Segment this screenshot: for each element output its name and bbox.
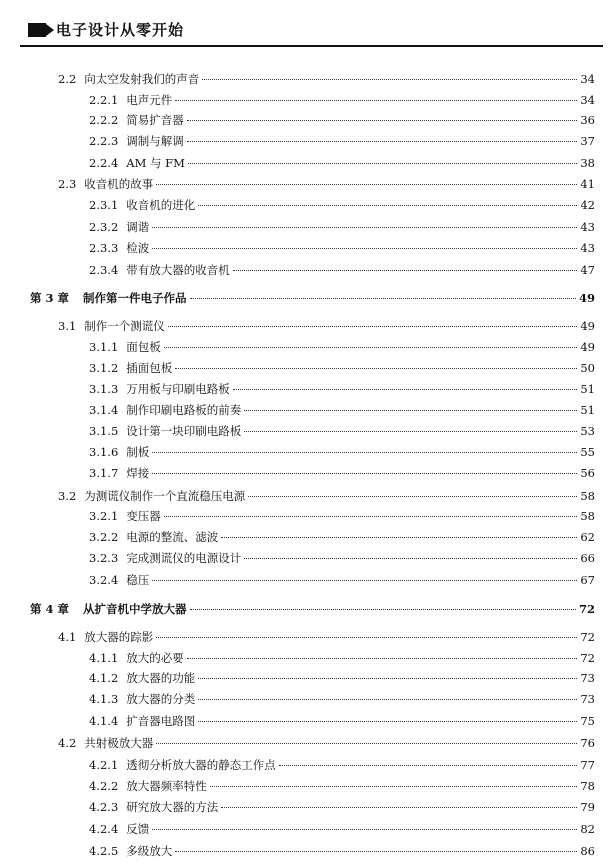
toc-leader-dots xyxy=(202,79,577,80)
toc-number: 3.1.2 xyxy=(89,361,119,375)
toc-number: 2.3.3 xyxy=(89,241,119,255)
toc-number: 2.2 xyxy=(58,72,77,86)
toc-section-entry[interactable] xyxy=(58,629,595,645)
toc-number: 2.3.1 xyxy=(89,198,119,212)
toc-page-number: 37 xyxy=(580,134,595,148)
toc-title: 放大器的踪影 xyxy=(84,630,154,644)
toc-number: 4.2 xyxy=(58,736,77,750)
toc-title: 制作印刷电路板的前奏 xyxy=(126,403,242,417)
toc-section-entry[interactable] xyxy=(58,488,595,504)
toc-subsection-entry[interactable] xyxy=(89,444,595,460)
toc-leader-dots xyxy=(198,699,577,700)
toc-title: 电声元件 xyxy=(126,93,173,107)
toc-page-number: 42 xyxy=(580,198,595,212)
toc-title: 制作一个测谎仪 xyxy=(84,319,165,333)
toc-number: 4.2.1 xyxy=(89,758,119,772)
toc-number: 4.1.4 xyxy=(89,714,119,728)
toc-subsection-entry[interactable] xyxy=(89,339,595,355)
toc-title: 焊接 xyxy=(126,466,150,480)
toc-leader-dots xyxy=(175,851,577,852)
toc-title: 放大器的功能 xyxy=(126,671,196,685)
toc-page-number: 66 xyxy=(580,551,595,565)
toc-leader-dots xyxy=(221,537,577,538)
toc-title: 收音机的故事 xyxy=(84,177,154,191)
toc-page-number: 36 xyxy=(580,113,595,127)
toc-page-number: 86 xyxy=(580,844,595,858)
toc-title: 变压器 xyxy=(126,509,161,523)
toc-page-number: 75 xyxy=(580,714,595,728)
toc-title: 从扩音机中学放大器 xyxy=(83,602,187,616)
toc-subsection-entry[interactable] xyxy=(89,219,595,235)
toc-subsection-entry[interactable] xyxy=(89,112,595,128)
toc-subsection-entry[interactable] xyxy=(89,757,595,773)
toc-subsection-entry[interactable] xyxy=(89,465,595,481)
toc-number: 4.2.2 xyxy=(89,779,119,793)
toc-leader-dots xyxy=(168,326,578,327)
toc-title: 设计第一块印刷电路板 xyxy=(126,424,242,438)
toc-title: 万用板与印刷电路板 xyxy=(126,382,230,396)
toc-leader-dots xyxy=(244,431,577,432)
toc-subsection-entry[interactable] xyxy=(89,778,595,794)
toc-leader-dots xyxy=(152,248,577,249)
toc-leader-dots xyxy=(156,637,577,638)
toc-page-number: 34 xyxy=(580,93,595,107)
toc-title: 制作第一件电子作品 xyxy=(83,291,187,305)
toc-subsection-entry[interactable] xyxy=(89,381,595,397)
toc-page-number: 72 xyxy=(580,630,595,644)
toc-number: 2.2.1 xyxy=(89,93,119,107)
toc-number: 2.2.4 xyxy=(89,156,119,170)
toc-subsection-entry[interactable] xyxy=(89,713,595,729)
toc-title: 调谐 xyxy=(126,220,150,234)
toc-page-number: 49 xyxy=(580,340,595,354)
toc-leader-dots xyxy=(156,184,577,185)
toc-number: 第 3 章 xyxy=(30,291,70,305)
toc-subsection-entry[interactable] xyxy=(89,550,595,566)
toc-subsection-entry[interactable] xyxy=(89,691,595,707)
toc-leader-dots xyxy=(244,558,577,559)
toc-title: 带有放大器的收音机 xyxy=(126,263,230,277)
toc-subsection-entry[interactable] xyxy=(89,843,595,859)
toc-number: 3.1.5 xyxy=(89,424,119,438)
toc-page-number: 49 xyxy=(580,319,595,333)
toc-number: 3.1.7 xyxy=(89,466,119,480)
toc-page-number: 76 xyxy=(580,736,595,750)
toc-page-number: 56 xyxy=(580,466,595,480)
toc-subsection-entry[interactable] xyxy=(89,262,595,278)
toc-chapter-entry[interactable] xyxy=(30,290,595,306)
toc-page-number: 73 xyxy=(580,692,595,706)
toc-page-number: 53 xyxy=(580,424,595,438)
toc-leader-dots xyxy=(164,516,578,517)
toc-subsection-entry[interactable] xyxy=(89,821,595,837)
toc-leader-dots xyxy=(175,100,577,101)
toc-page-number: 77 xyxy=(580,758,595,772)
toc-page-number: 72 xyxy=(580,651,595,665)
toc-subsection-entry[interactable] xyxy=(89,670,595,686)
toc-page-number: 79 xyxy=(580,800,595,814)
toc-leader-dots xyxy=(190,298,576,299)
toc-title: 收音机的进化 xyxy=(126,198,196,212)
toc-subsection-entry[interactable] xyxy=(89,133,595,149)
toc-subsection-entry[interactable] xyxy=(89,423,595,439)
book-title: 电子设计从零开始 xyxy=(56,21,185,39)
toc-subsection-entry[interactable] xyxy=(89,402,595,418)
toc-number: 3.2.2 xyxy=(89,530,119,544)
toc-leader-dots xyxy=(187,120,578,121)
toc-leader-dots xyxy=(187,141,578,142)
toc-title: 多级放大 xyxy=(126,844,173,858)
toc-number: 3.1.6 xyxy=(89,445,119,459)
toc-title: 稳压 xyxy=(126,573,150,587)
toc-subsection-entry[interactable] xyxy=(89,508,595,524)
toc-title: AM 与 FM xyxy=(126,156,185,170)
toc-leader-dots xyxy=(152,452,577,453)
toc-subsection-entry[interactable] xyxy=(89,529,595,545)
toc-leader-dots xyxy=(188,163,577,164)
toc-section-entry[interactable] xyxy=(58,176,595,192)
toc-title: 制板 xyxy=(126,445,150,459)
toc-page-number: 38 xyxy=(580,156,595,170)
toc-number: 2.3.4 xyxy=(89,263,119,277)
toc-title: 完成测谎仪的电源设计 xyxy=(126,551,242,565)
toc-subsection-entry[interactable] xyxy=(89,92,595,108)
toc-page-number: 43 xyxy=(580,220,595,234)
toc-leader-dots xyxy=(233,270,578,271)
toc-subsection-entry[interactable] xyxy=(89,197,595,213)
toc-page-number: 47 xyxy=(580,263,595,277)
toc-leader-dots xyxy=(152,829,577,830)
toc-title: 向太空发射我们的声音 xyxy=(84,72,200,86)
toc-page-number: 51 xyxy=(580,382,595,396)
toc-title: 共射极放大器 xyxy=(84,736,154,750)
toc-page-number: 55 xyxy=(580,445,595,459)
toc-section-entry[interactable] xyxy=(58,735,595,751)
toc-leader-dots xyxy=(152,580,577,581)
toc-number: 3.1 xyxy=(58,319,77,333)
toc-leader-dots xyxy=(244,410,577,411)
toc-page-number: 34 xyxy=(580,72,595,86)
toc-number: 4.1.1 xyxy=(89,651,119,665)
toc-title: 电源的整流、滤波 xyxy=(126,530,219,544)
toc-leader-dots xyxy=(156,743,577,744)
toc-title: 面包板 xyxy=(126,340,161,354)
toc-number: 4.1.2 xyxy=(89,671,119,685)
toc-leader-dots xyxy=(152,473,577,474)
toc-title: 简易扩音器 xyxy=(126,113,184,127)
toc-section-entry[interactable] xyxy=(58,71,595,87)
toc-title: 研究放大器的方法 xyxy=(126,800,219,814)
toc-page-number: 51 xyxy=(580,403,595,417)
toc-title: 插面包板 xyxy=(126,361,173,375)
toc-number: 2.2.3 xyxy=(89,134,119,148)
toc-page-number: 78 xyxy=(580,779,595,793)
toc-leader-dots xyxy=(175,368,577,369)
toc-section-entry[interactable] xyxy=(58,318,595,334)
toc-leader-dots xyxy=(198,721,577,722)
toc-number: 3.2.3 xyxy=(89,551,119,565)
toc-number: 3.2.1 xyxy=(89,509,119,523)
toc-page-number: 58 xyxy=(580,489,595,503)
toc-subsection-entry[interactable] xyxy=(89,155,595,171)
toc-subsection-entry[interactable] xyxy=(89,799,595,815)
toc-number: 3.2.4 xyxy=(89,573,119,587)
toc-chapter-entry[interactable] xyxy=(30,601,595,617)
toc-number: 4.2.5 xyxy=(89,844,119,858)
toc-subsection-entry[interactable] xyxy=(89,360,595,376)
toc-number: 4.2.3 xyxy=(89,800,119,814)
toc-number: 4.1 xyxy=(58,630,77,644)
toc-title: 调制与解调 xyxy=(126,134,184,148)
toc-title: 放大器的分类 xyxy=(126,692,196,706)
toc-number: 4.2.4 xyxy=(89,822,119,836)
toc-number: 2.3 xyxy=(58,177,77,191)
toc-leader-dots xyxy=(164,347,578,348)
toc-subsection-entry[interactable] xyxy=(89,572,595,588)
toc-number: 3.1.1 xyxy=(89,340,119,354)
toc-title: 放大器频率特性 xyxy=(126,779,207,793)
toc-leader-dots xyxy=(221,807,577,808)
toc-number: 第 4 章 xyxy=(30,602,70,616)
toc-leader-dots xyxy=(187,658,578,659)
toc-number: 2.3.2 xyxy=(89,220,119,234)
toc-number: 4.1.3 xyxy=(89,692,119,706)
toc-number: 3.1.4 xyxy=(89,403,119,417)
toc-title: 放大的必要 xyxy=(126,651,184,665)
toc-number: 3.1.3 xyxy=(89,382,119,396)
toc-title: 为测谎仪制作一个直流稳压电源 xyxy=(84,489,246,503)
toc-page-number: 67 xyxy=(580,573,595,587)
toc-page-number: 50 xyxy=(580,361,595,375)
toc-page-number: 73 xyxy=(580,671,595,685)
toc-title: 透彻分析放大器的静态工作点 xyxy=(126,758,276,772)
toc-subsection-entry[interactable] xyxy=(89,240,595,256)
toc-page-number: 62 xyxy=(580,530,595,544)
toc-leader-dots xyxy=(279,765,578,766)
toc-number: 2.2.2 xyxy=(89,113,119,127)
toc-leader-dots xyxy=(210,786,578,787)
toc-page-number: 58 xyxy=(580,509,595,523)
toc-page-number: 72 xyxy=(578,602,595,616)
toc-title: 反馈 xyxy=(126,822,150,836)
toc-subsection-entry[interactable] xyxy=(89,650,595,666)
toc-leader-dots xyxy=(198,678,577,679)
toc-number: 3.2 xyxy=(58,489,77,503)
toc-leader-dots xyxy=(233,389,578,390)
toc-page-number: 49 xyxy=(578,291,595,305)
toc-page-number: 43 xyxy=(580,241,595,255)
toc-leader-dots xyxy=(190,609,576,610)
toc-leader-dots xyxy=(198,205,577,206)
toc-page-number: 82 xyxy=(580,822,595,836)
toc-leader-dots xyxy=(248,496,577,497)
toc-title: 检波 xyxy=(126,241,150,255)
toc-title: 扩音器电路图 xyxy=(126,714,196,728)
toc-leader-dots xyxy=(152,227,577,228)
toc-page-number: 41 xyxy=(580,177,595,191)
